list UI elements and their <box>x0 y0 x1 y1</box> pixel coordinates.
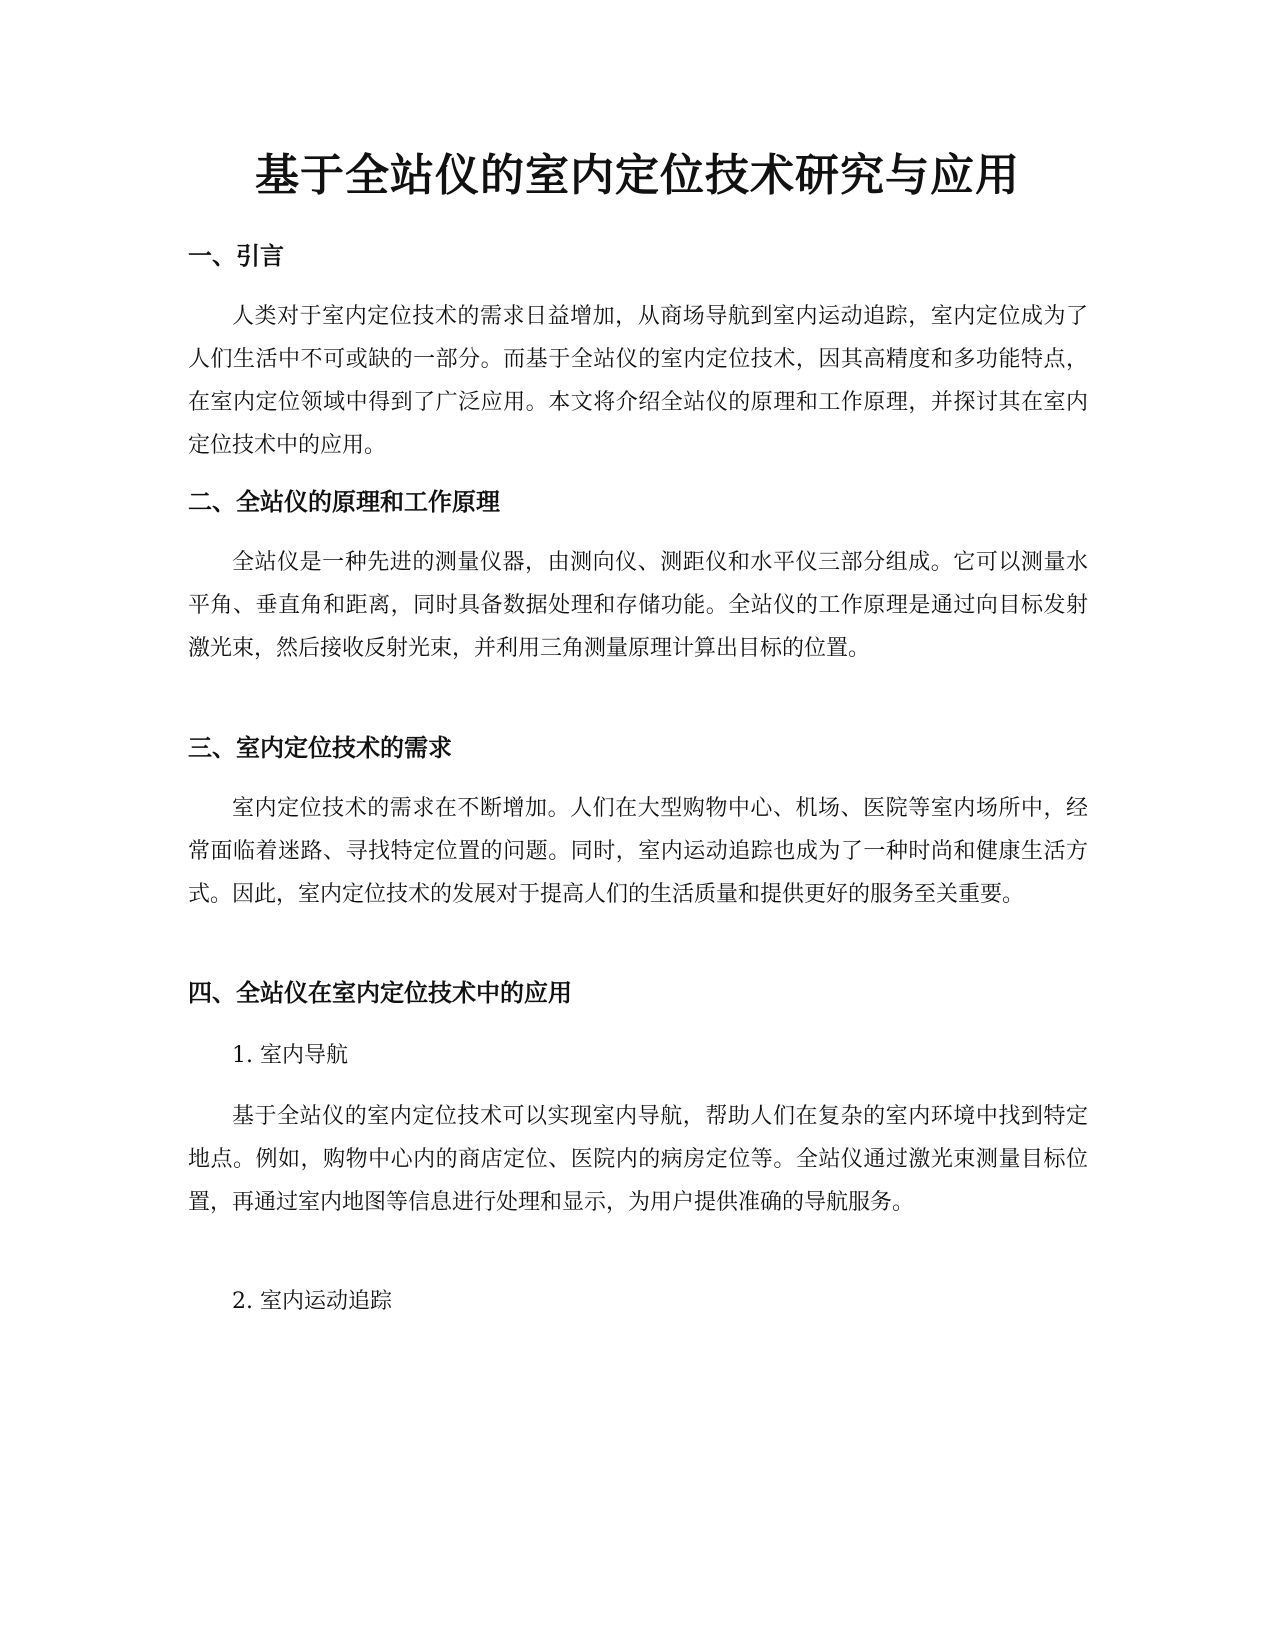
subsection-label-indoor-motion-tracking: 2. 室内运动追踪 <box>232 1289 392 1314</box>
section-heading-principles: 二、全站仪的原理和工作原理 <box>188 488 500 516</box>
subsection-paragraph-indoor-navigation: 基于全站仪的室内定位技术可以实现室内导航，帮助人们在复杂的室内环境中找到特定地点。例如，购物中心内的商店定位、医院内的病房定位等。全站仪通过激光束测量目标位置，再通过室内地图等信息进行处理和显示，为用户提供准确的导航服务。 <box>188 1104 1088 1215</box>
section-paragraph-principles: 全站仪是一种先进的测量仪器，由测向仪、测距仪和水平仪三部分组成。它可以测量水平角、垂直角和距离，同时具备数据处理和存储功能。全站仪的工作原理是通过向目标发射激光束，然后接收反射光束，并利用三角测量原理计算出目标的位置。 <box>188 550 1088 661</box>
page-title: 基于全站仪的室内定位技术研究与应用 <box>255 150 1020 201</box>
subsection-label-indoor-navigation: 1. 室内导航 <box>232 1043 348 1068</box>
section-heading-demand: 三、室内定位技术的需求 <box>188 734 452 762</box>
section-paragraph-demand: 室内定位技术的需求在不断增加。人们在大型购物中心、机场、医院等室内场所中，经常面临着迷路、寻找特定位置的问题。同时，室内运动追踪也成为了一种时尚和健康生活方式。因此，室内定位技术的发展对于提高人们的生活质量和提供更好的服务至关重要。 <box>188 796 1088 907</box>
section-heading-introduction: 一、引言 <box>188 242 284 270</box>
section-heading-applications: 四、全站仪在室内定位技术中的应用 <box>188 979 572 1007</box>
section-paragraph-introduction: 人类对于室内定位技术的需求日益增加，从商场导航到室内运动追踪，室内定位成为了人们生活中不可或缺的一部分。而基于全站仪的室内定位技术，因其高精度和多功能特点，在室内定位领域中得到了广泛应用。本文将介绍全站仪的原理和工作原理，并探讨其在室内定位技术中的应用。 <box>188 304 1088 458</box>
